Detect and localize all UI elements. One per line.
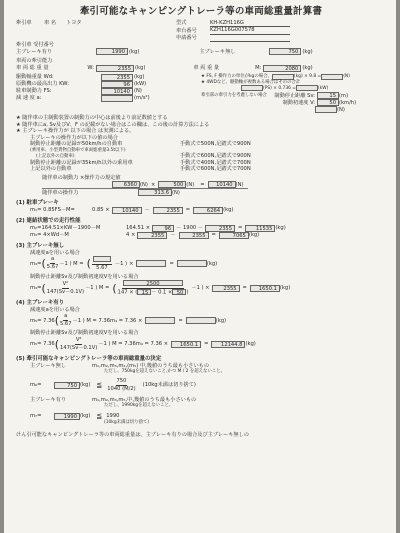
s5-no-brake-cmp1: 750 (116, 377, 127, 384)
ratio-result: 10140 (208, 181, 236, 188)
brake-no-value: 750 (269, 48, 301, 55)
stop-dist-unit: (m) (339, 92, 349, 99)
s1-w: 2355 (153, 207, 183, 214)
gross-weight-value: 2355 (96, 65, 134, 72)
s3-a-tail: －1 ) M = (59, 260, 84, 267)
s2-f1-a: 164.51 × (126, 225, 151, 232)
s5-brake-desc2: ただし、1990kgを超えないこと。 (104, 403, 174, 409)
s5-no-brake-desc: m₁,m₂,m₃,m₄,(m₅) 中,幾値のうち最も小さいもの (92, 362, 210, 369)
applicant-row (16, 35, 386, 42)
s4-sv-den: 147(Sv－0.1V) (59, 344, 98, 351)
accel-label: 減 速 度 a: (16, 95, 42, 102)
s4-sv-res: 12144.8 (211, 341, 245, 348)
s4-a-den: 5.67 (59, 321, 72, 328)
s4-a-tail: －1 ) M = 7.36m₄ = 7.36 × (72, 317, 143, 324)
trailer-label: 牽引車 受付番号 (16, 41, 54, 48)
brake-row-2-value: 手動式で600N,足踏式で900N (180, 153, 251, 160)
wd-note: ★ 4WDなど、駆動軸が複数ある場合はそのの合計 (201, 79, 301, 85)
s2-f1: m₂=164.51×KW－1900－M (30, 225, 101, 232)
s3-sv-row: m₄= ( $\frac{\text{V²}}{147(Sv-0.1V)}$ －1 ) M = ( $\frac{2500}{147 \times ( 15 - 0.1 \times 50 )}$ －1 ) × 2355 = 1650.1 (kg) (30, 280, 291, 296)
s2-f2-w: 2355 (179, 232, 209, 239)
engine-unit: (kW) (134, 81, 147, 88)
brake-no-unit: (kg) (302, 48, 313, 55)
note-1: ★ 随伴車の主制動装置の制動力の中心は前後より前記数値とする (16, 115, 168, 122)
s1-mult: 0.85 × (92, 207, 110, 214)
s1-result: 6264 (193, 207, 223, 214)
fs-note-2: (kg) × 9.8 = (293, 74, 322, 80)
s5-brake-cmp: 1990 (106, 412, 120, 419)
s5-no-brake-label: 主ブレーキ無し (30, 362, 67, 369)
s3-a-label: 減速度aを用いる場合 (30, 249, 80, 256)
driving-wheel-unit: (kg) (134, 74, 145, 81)
s4-a-unit: (kg) (215, 317, 227, 324)
brake-yes-label: 主ブレーキ有り (16, 48, 53, 55)
s5-brake-note: (10kg未満は切り捨て) (104, 420, 150, 426)
s3-a-num: a (50, 256, 55, 263)
s2-f2-unit: (kg) (248, 232, 260, 239)
s5-brake-value: 1990 (54, 413, 80, 420)
s2-f1-kw: 96 (152, 225, 174, 232)
accel-value (101, 95, 133, 102)
ratio-block: 随伴車の制動力 ×操作力の規定値 6360 (N) × 500 (N) = 10140 (N) 随伴車の操作力 313.6 (N) (42, 175, 386, 197)
vehicle-name-label: 牽引車 (16, 20, 32, 27)
s5-no-brake-note: (10kg未満は切り捨て) (142, 381, 196, 388)
s4-sv-val: 1650.1 (171, 341, 201, 348)
tire-label: 牽引部の牽引力を考慮しない場合 (201, 93, 267, 99)
s5-block (30, 363, 386, 426)
notes (16, 115, 386, 135)
fs-note: ★ FS, F 操作力の単位がkgの場合、 (201, 74, 272, 80)
ratio-num-a-unit: (N) (140, 181, 148, 188)
s3-a-res (177, 260, 207, 267)
chassis-row (16, 27, 386, 35)
ps-result (296, 85, 318, 91)
s3-a-row: m₄= ( $\frac{a}{5.67}$ －1 ) M = ( 5.67 －1 ) × = (kg) (30, 256, 218, 271)
s4-a-formula: m₅= 7.36 (30, 317, 55, 324)
s5-no-brake-desc2: ただし、750kgを超えないこと,かつ M / 2 を超えないこと。 (104, 369, 225, 375)
weights-row (16, 65, 386, 72)
parking-brake-value: 10140 (101, 88, 133, 95)
s3-sv-tail: －1 ) M = (85, 284, 110, 291)
tire-value (315, 106, 337, 113)
model-value: KH-KZH116G (210, 20, 290, 28)
page-title: 牽引可能なキャンピングトレーラ等の車両総重量計算書 (79, 6, 323, 17)
s5-no-brake-unit: (kg) (80, 381, 91, 388)
s3-sv-den-b: － 0.1 × (151, 289, 173, 296)
init-speed-unit: (km/h) (339, 99, 357, 106)
s1-fs: 10140 (112, 207, 142, 214)
s3-sv-res: 1650.1 (250, 285, 280, 292)
ratio-denom-unit: (N) (172, 189, 180, 196)
brake-table-head: 主ブレーキの操作力が以下の値の場合 (30, 134, 118, 141)
s3-a-unit: (kg) (206, 260, 218, 267)
s5-brake-desc: m₁,m₂,m₃,m₅,中,幾値のうち最も小さいもの (92, 396, 197, 403)
brake-capacity-row (16, 48, 386, 55)
s3-sv-num-val: 2500 (123, 280, 183, 286)
fs-note-result (321, 74, 343, 80)
s2-f1-w: 2355 (205, 225, 235, 232)
ratio-num-b: 500 (158, 181, 186, 188)
ps-unit: (kW) (317, 85, 329, 91)
stop-dist-value: 15 (317, 92, 339, 99)
s3-a-formula: m₄= (30, 260, 42, 267)
tire-unit: (N) (337, 106, 345, 113)
brake-row-4-value: 手動式で600N,足踏式で700N (180, 166, 251, 173)
s2-f2: m₃= 4×Wd－M (30, 232, 69, 239)
ratio-result-unit: (N) (235, 181, 244, 188)
brake-table (30, 135, 386, 173)
s2-f1-res: 11535 (245, 225, 275, 232)
s5-no-brake-sym: m₆= (30, 381, 42, 388)
gross-weight-unit: (kg) (135, 65, 146, 72)
s2-f1-unit: (kg) (275, 225, 286, 232)
s3-a-num2 (93, 256, 111, 262)
brake-row-4-label: 上記以外の自動車 (30, 166, 72, 173)
brake-row-2-sub: (上記以外の自動車) (36, 153, 75, 159)
parking-brake-unit: (N) (134, 88, 142, 95)
s4-sv-num: V² (75, 336, 82, 343)
s4-sv-row: m₅= 7.36 ( $\frac{\text{V²}}{147(Sv-0.1V)}$ －1 ) M = 7.36m₄ = 7.36 × 1650.1 = 12144.8 (kg) (30, 336, 256, 351)
s5-no-brake-cmp2-tail: (M/2) (122, 385, 136, 392)
s1-eq: = (185, 207, 191, 214)
brake-row-1-sub: (乗用車、小型貨物自動車で車両総重量3.5t以下) (30, 147, 126, 153)
towing-detail (16, 74, 386, 114)
driving-wheel-value: 2355 (101, 74, 133, 81)
s5-brake-unit: (kg) (80, 412, 91, 419)
s2-f2-res: 7065 (219, 232, 249, 239)
engine-label: 原動機の最高出力 KW: (16, 81, 69, 88)
s3-sv-den-v: 50 (172, 289, 186, 295)
s1-formula: m₁= 0.85FS－M= (30, 207, 75, 214)
s1-head: (1) 駐車ブレーキ (16, 200, 59, 207)
brake-row-3-value: 手動式で400N,足踏式で700N (180, 159, 251, 166)
s3-sv-unit: (kg) (279, 284, 291, 291)
s5-brake-label: 主ブレーキ有り (30, 396, 67, 403)
note-3: ★ 主ブレーキ操作力が 以下の場合 は実測による。 (16, 128, 135, 135)
s1-minus: － (144, 207, 150, 214)
ps-box (241, 85, 263, 91)
vehicle-name-row (16, 20, 386, 28)
vehicle-weight-label: 車 両 重 量 (193, 65, 220, 72)
s4-sv-tail: －1 ) M = 7.36m₄ = 7.36 × (98, 341, 169, 348)
fs-note-unit: (N) (343, 74, 350, 80)
model-label: 型式 (176, 20, 187, 27)
towing-right (201, 74, 386, 114)
s3-sv-num: V² (62, 280, 69, 287)
calculation-sheet (4, 0, 396, 533)
accel-unit: (m/s²) (134, 95, 150, 102)
s3-head: (3) 主ブレーキ無し (16, 242, 65, 249)
s3-a-den2: 5.67 (96, 264, 108, 271)
s5-brake-calc: m₇= 1990 (kg) ≦ 1990 (30, 411, 120, 420)
applicant-value (210, 35, 290, 42)
vehicle-weight-unit: (kg) (302, 65, 313, 72)
ps-note: (PS) × 0.736 = (263, 85, 296, 91)
s4-a-row: m₅= 7.36 ( $\frac{a}{5.67}$ －1 ) M = 7.36m₄ = 7.36 × = (kg) (30, 313, 227, 328)
note-2: ★ 随伴車にa, Sv及びV、F の記載がない場合はこの欄は、この後の計算方法による (16, 121, 210, 128)
vehicle-weight-value: 2080 (263, 65, 301, 72)
s3-sv-formula: m₄= (30, 284, 42, 291)
s4-a-num: a (64, 313, 68, 320)
s5-no-brake-calc: m₆= 750 (kg) ≦ $\frac{750}{1040 (M/2)}$ (10kg未満は切り捨て) (30, 377, 196, 392)
brake-row-1-label: 制動停止距離の記録が50km/hの自動車 (30, 141, 123, 148)
max-load-label: 車両の牽引能力 (16, 58, 53, 65)
s2-f2-wd: 2355 (137, 232, 167, 239)
chassis-value: KZH116G007578 (210, 27, 290, 35)
s4-sv-label: 制動停止距離Sv及び制動初速度Vを用いる場合 (30, 330, 139, 337)
s3-sv-label: 制動停止距離Sv及び制動初速度Vを用いる場合 (30, 273, 139, 280)
s1-row (30, 207, 386, 214)
gross-weight-label: 車 両 総 重 量 (16, 65, 49, 72)
s3-sv-w: 2355 (212, 285, 240, 292)
s3-sv-den: 147(Sv－0.1V) (46, 288, 85, 295)
s5-brake-sym: m₇= (30, 412, 42, 419)
applicant-label: 申請番号 (176, 35, 197, 42)
s2-row-1: m₂=164.51×KW－1900－M 164.51 × 96 － 1900 － 2355 = 11535 (kg) (30, 225, 286, 232)
s3-sv-den-sv: 15 (137, 289, 151, 295)
vehicle-name-value: トヨタ (66, 20, 82, 27)
engine-value: 96 (101, 81, 133, 88)
s5-no-brake-cmp2: 1040 (107, 385, 121, 392)
stop-dist-label: 制動停止距離 Sv: (274, 92, 315, 99)
chassis-label: 車台番号 (176, 27, 197, 34)
ratio-denom-label: 随伴車の操作力 (42, 189, 79, 196)
brake-row-1-value: 手動式で500N,足踏式で900N (180, 141, 251, 148)
s3-sv-den-a: 147 × ( (117, 289, 138, 296)
ratio-label: 随伴車の制動力 ×操作力の規定値 (42, 174, 121, 181)
ratio-num-b-unit: (N) (186, 181, 195, 188)
ratio-denom-value: 313.6 (138, 189, 172, 196)
s3-a-den: 5.67 (46, 264, 59, 271)
init-speed-label: 制動初速度 V: (282, 99, 315, 106)
driving-wheel-label: 駆動軸重量 Wd: (16, 74, 54, 81)
s2-head: (2) 連結状態での走行性能 (16, 218, 81, 225)
s4-a-label: 減速度aを用いる場合 (30, 306, 80, 313)
s2-f1-b: － 1900 － (176, 225, 204, 232)
s5-head: (5) 牽引可能なキャンピングトレーラ等の車両総重量の決定 (16, 355, 162, 362)
brake-yes-value: 1990 (96, 48, 128, 55)
footer-text: けん引可能なキャンピングトレーラ等の車両総重量は、主ブレーキ有りの場合及び主ブレーキ無しの (16, 431, 249, 438)
ratio-num-a: 6360 (112, 181, 140, 188)
s4-sv-unit: (kg) (245, 341, 256, 348)
brake-row-3-label: 制動停止距離の記録が35km/h以外の乗用車 (30, 159, 133, 166)
vehicle-weight-sym: M: (255, 65, 262, 72)
s1-unit: (kg) (223, 207, 234, 214)
s4-a-val (145, 317, 175, 324)
init-speed-value: 50 (317, 99, 339, 106)
s4-a-res (186, 317, 216, 324)
s2-row-2: m₃= 4×Wd－M 4 × 2355 － 2355 = 7065 (kg) (30, 232, 260, 239)
s5-no-brake-value: 750 (54, 382, 80, 389)
brake-no-label: 主ブレーキ無し (199, 48, 236, 55)
s4-head: (4) 主ブレーキ有り (16, 300, 65, 307)
s4-block (30, 307, 386, 352)
s2-f2-a: 4 × (126, 232, 136, 239)
vehicle-name-prefix: 車 名 (44, 20, 57, 27)
s3-block (30, 250, 386, 297)
brake-yes-unit: (kg) (129, 48, 140, 55)
s4-sv-formula: m₅= 7.36 (30, 341, 55, 348)
parking-brake-label: 駐車制動力 FS: (16, 88, 52, 95)
s3-a-w (136, 260, 166, 267)
towing-left (16, 74, 201, 114)
gross-weight-sym: W: (87, 65, 94, 72)
